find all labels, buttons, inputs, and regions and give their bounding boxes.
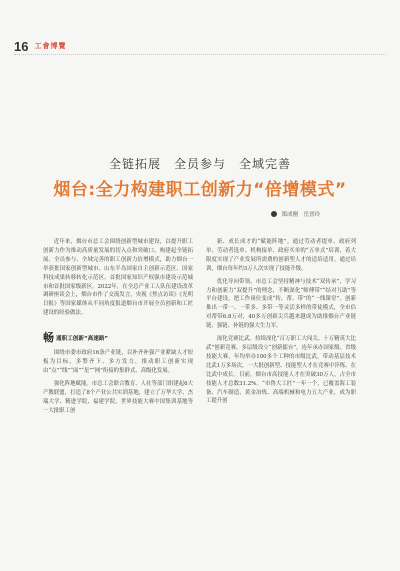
- section-heading: [43, 332, 193, 343]
- right-column: [206, 238, 356, 406]
- byline-text: 郑成刚 岳晋玲: [281, 212, 320, 218]
- section-paragraph: 强化阵地赋能。市总工会联合教育、人社等部门组建起6大产教联盟，打造了8个产业公共实训基地，建立了万华大学、杰瑞大学、精进学院、福建学院、世界技能大赛中国集训基地等一大批职工创: [43, 380, 193, 414]
- magazine-name: 工會博覽: [34, 42, 67, 50]
- author-icon: [271, 211, 277, 217]
- page-header: [14, 38, 386, 54]
- article-kicker: 全链拓展 全员参与 全域完善: [108, 157, 291, 171]
- section-heading-text: 通职工创新“高速路”: [56, 336, 109, 343]
- section-paragraph: 围绕市委市政府16条产业链，以补齐补强产业紧缺人才短板为目标，多警齐下、多方发力，推动职工创新实现由“点”“线”“面”“星”“网”衔接的集群式、高级化发展。: [43, 350, 193, 374]
- header-divider: [14, 54, 386, 55]
- body-paragraph: 新、成长成才的“赋能阵地”。通过劳动者提单、政府列单、劳动者选单、机构接单、政府买单的“五单式”培训，着大限度实现了产业发展所需费的创新型人才的适培适用。通过培训，烟台每年约3万人次实现了技能升级。: [206, 239, 356, 272]
- page-number: 16: [14, 38, 29, 54]
- section-heading-initial: 畅: [43, 331, 54, 345]
- left-column: [43, 238, 193, 416]
- body-paragraph: 深化竞赛比武。持续深化“百万职工大闯关、十万精英大比武”创新竞赛，多层级设立“创新擂台”，连年承办国家级、省级技能大赛，年均举办100多个工种的市级比武，带动基层技术比武1万多场次，一大批创新型、技能型人才在竞赛中淬炼、在比武中成长。目前，烟台市高技能人才在突破30万人，占全市技能人才总数31.2%。“市鲁大工匠”一年一个，已覆盖海工装备、汽车制造、黄金冶炼、高端机械和电力五大产业，成为职工提升创: [206, 336, 356, 405]
- intro-paragraph: 近年来，烟台市总工会围绕创新型城市建设，以提升职工创新力作为推动高质量发展的切入点和突破口，构建起全链拓展、全员参与、全域完善的职工创新力倍增模式，助力烟台一举获批国家创新型城市、山东半岛国家自主创新示范区、国家科技成果转移转化示范区、首批国家知识产权强市建设示范城市和首批国家级新区。2022年，在全总产业工人队伍建设改革调研座谈会上，烟台市作了交流发言，央视《焦点访谈》《光明日报》等国家媒体从不同角度报道烟台市开展全员创新和工匠建设的经验做法。: [43, 239, 193, 317]
- article-byline: [271, 210, 320, 218]
- article-headline: 烟台:全力构建职工创新力“倍增模式”: [53, 180, 347, 200]
- body-paragraph: 优化导向带领。市总工会坚持精神与技术“双传承”，学习力和创新力“双提升”的理念，不断深化“师傅带”“结对互助”等平台建设，把工作岗位变成“传、帮、带”的“一线课堂”。创新推出一带一、一带多、多带一等灵活多样的带徒模式，全市估对帮带6.8万对，40多万创新尖兵越来越成为助推烟台产业链链、强链、补链的强大生力军。: [206, 278, 356, 330]
